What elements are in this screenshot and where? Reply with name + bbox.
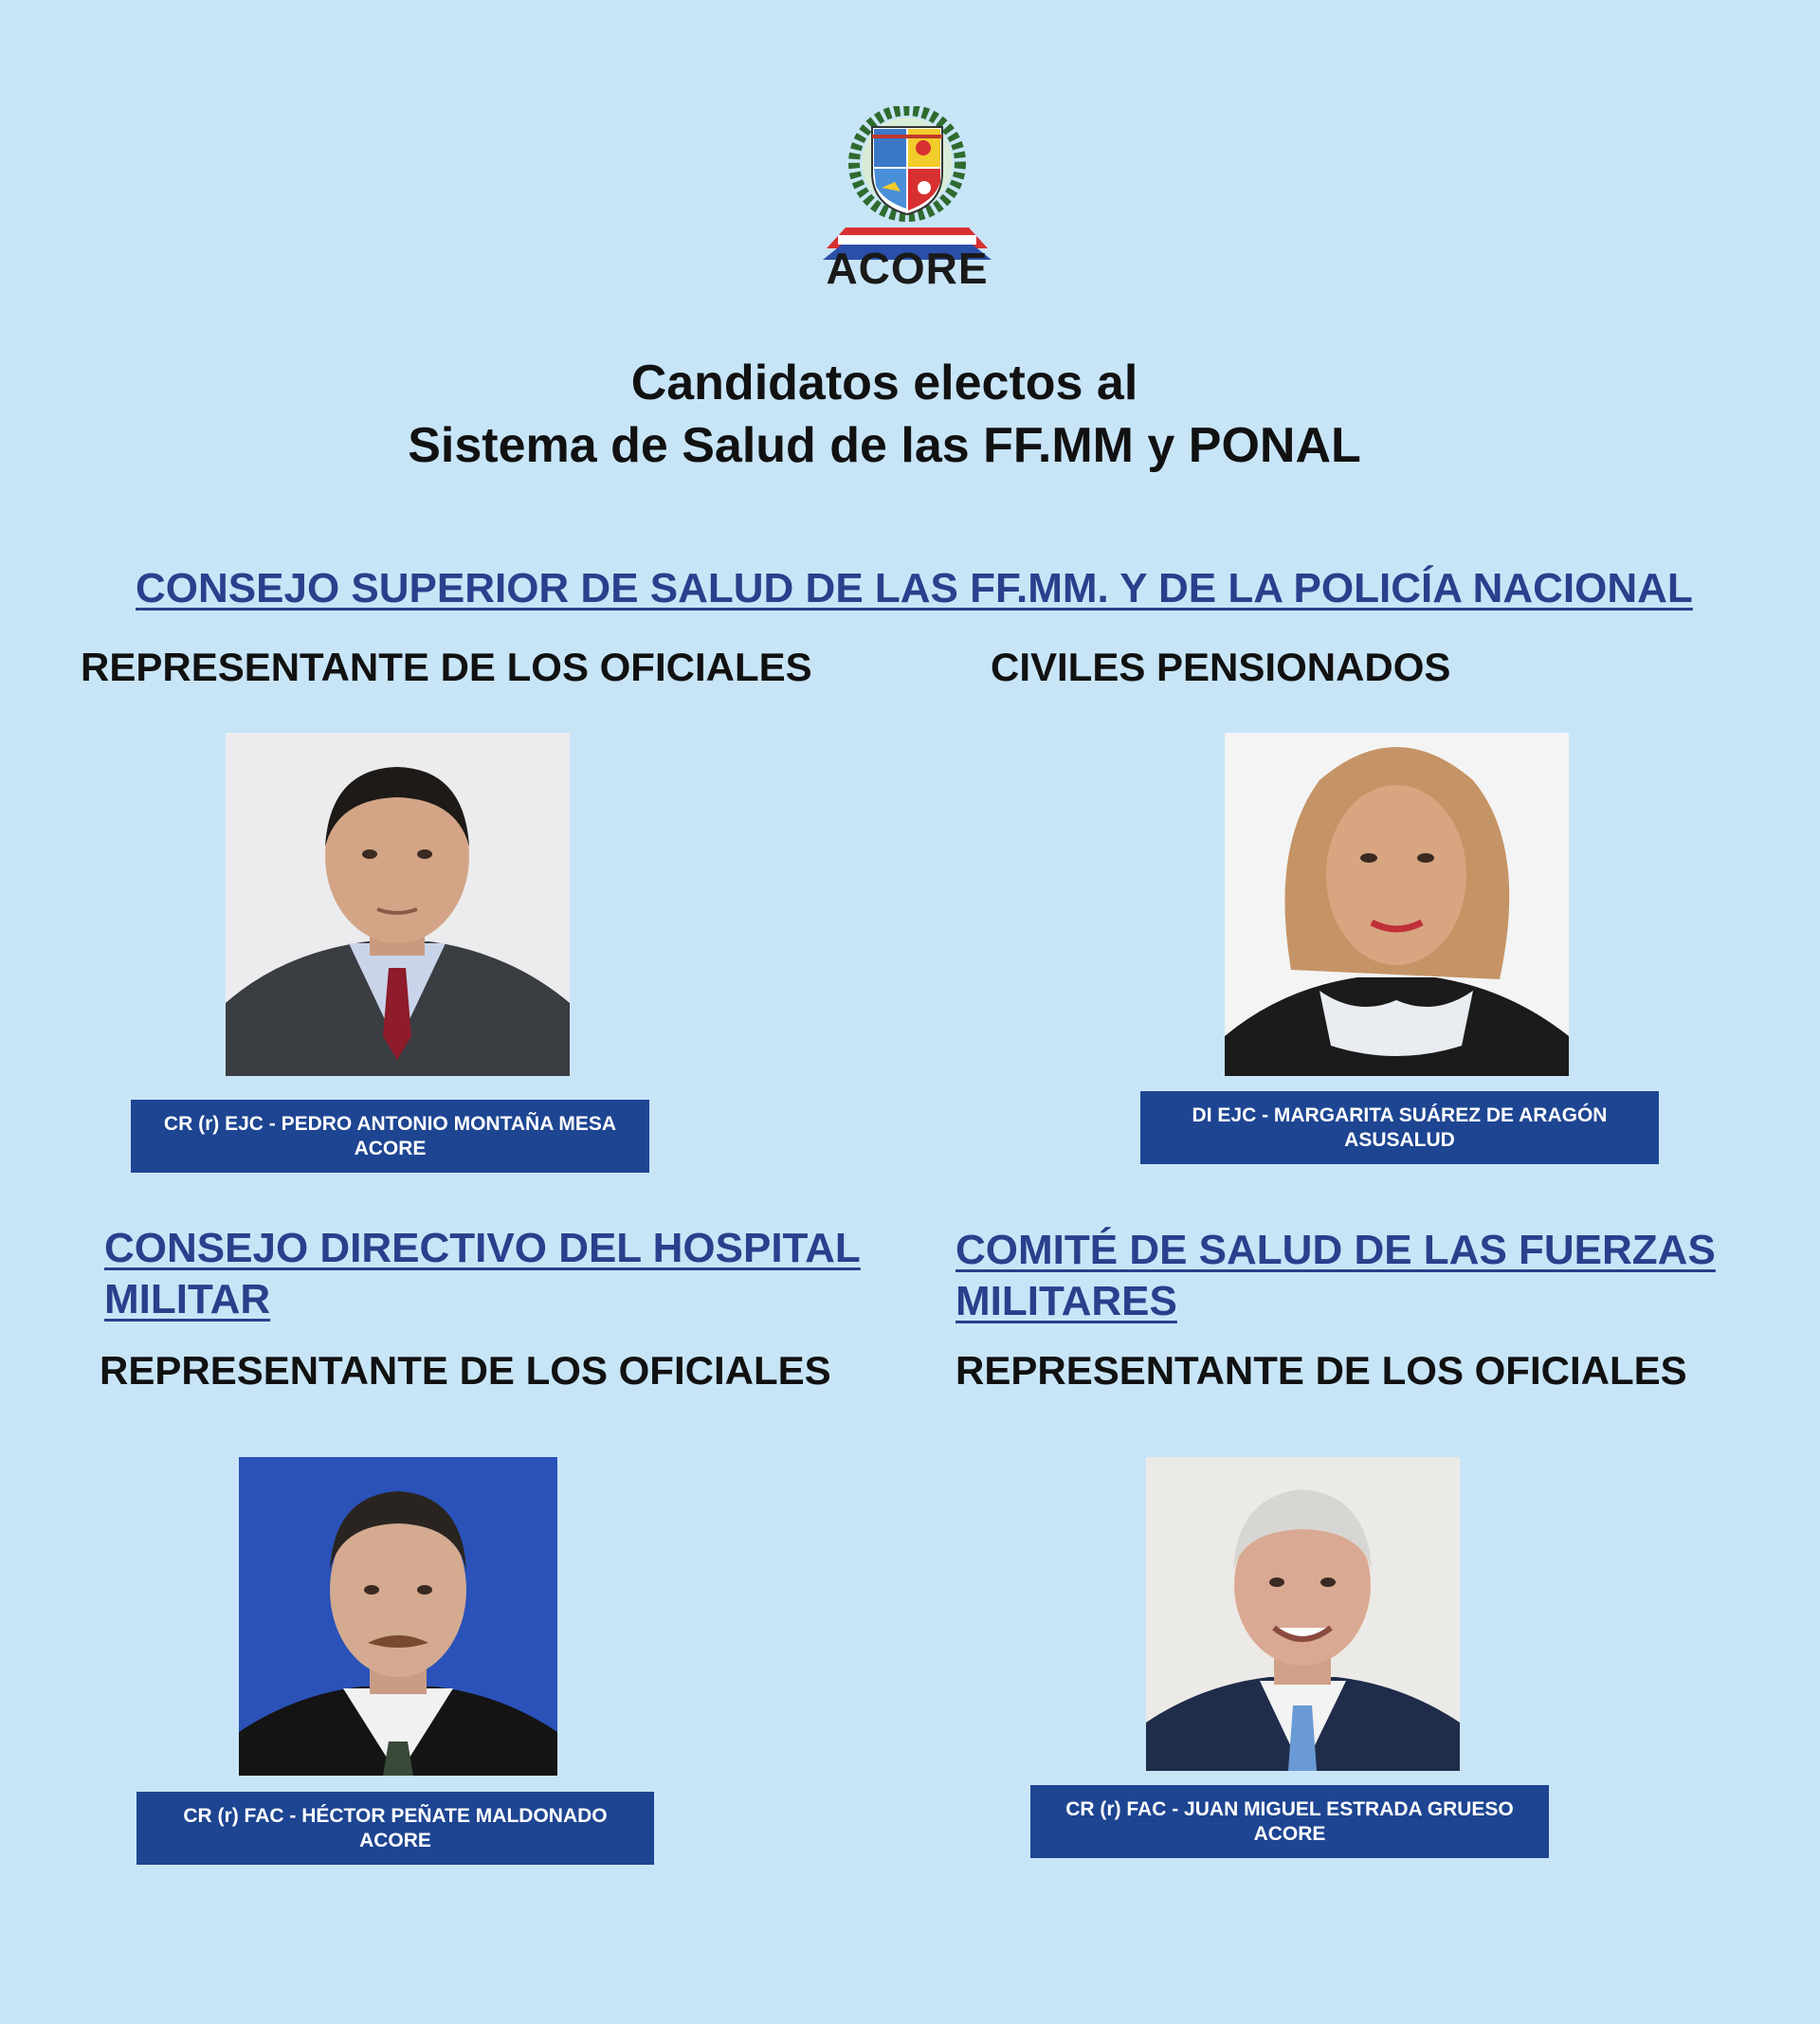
- candidate-organization: ASUSALUD: [1344, 1128, 1455, 1151]
- candidate-caption-3: [136, 1792, 654, 1865]
- candidate-organization: ACORE: [359, 1829, 431, 1851]
- section-heading-comite-salud[interactable]: COMITÉ DE SALUD DE LAS FUERZAS MILITARES: [956, 1227, 1716, 1324]
- page-title-line-2: Sistema de Salud de las FF.MM y PONAL: [408, 418, 1361, 473]
- candidate-photo-3: [239, 1457, 557, 1776]
- candidate-photo-1: [226, 733, 570, 1076]
- candidate-name: CR (r) EJC - PEDRO ANTONIO MONTAÑA MESA: [163, 1112, 617, 1135]
- role-label-oficiales: REPRESENTANTE DE LOS OFICIALES: [81, 645, 812, 689]
- page-title-line-1: Candidatos electos al: [630, 356, 1138, 410]
- section-heading-consejo-superior[interactable]: CONSEJO SUPERIOR DE SALUD DE LAS FF.MM. Y DE LA POLICÍA NACIONAL: [136, 565, 1693, 611]
- candidate-caption-1: [131, 1100, 649, 1173]
- section-heading-hospital-militar[interactable]: CONSEJO DIRECTIVO DEL HOSPITAL MILITAR: [104, 1225, 861, 1322]
- candidate-photo-4: [1146, 1457, 1460, 1771]
- candidate-organization: ACORE: [354, 1137, 427, 1159]
- candidate-organization: ACORE: [1253, 1822, 1326, 1845]
- candidate-caption-4: [1030, 1785, 1549, 1858]
- acore-logo-text: ACORE: [826, 244, 989, 293]
- role-label-civiles-pensionados: CIVILES PENSIONADOS: [991, 645, 1451, 689]
- candidate-name: CR (r) FAC - JUAN MIGUEL ESTRADA GRUESO: [1065, 1797, 1514, 1820]
- role-label-oficiales-comite: REPRESENTANTE DE LOS OFICIALES: [956, 1348, 1687, 1393]
- candidate-photo-2: [1225, 733, 1569, 1076]
- candidate-name: DI EJC - MARGARITA SUÁREZ DE ARAGÓN: [1192, 1103, 1608, 1126]
- candidate-caption-2: [1140, 1091, 1659, 1164]
- role-label-oficiales-hospital: REPRESENTANTE DE LOS OFICIALES: [100, 1348, 831, 1393]
- candidate-name: CR (r) FAC - HÉCTOR PEÑATE MALDONADO: [183, 1804, 608, 1827]
